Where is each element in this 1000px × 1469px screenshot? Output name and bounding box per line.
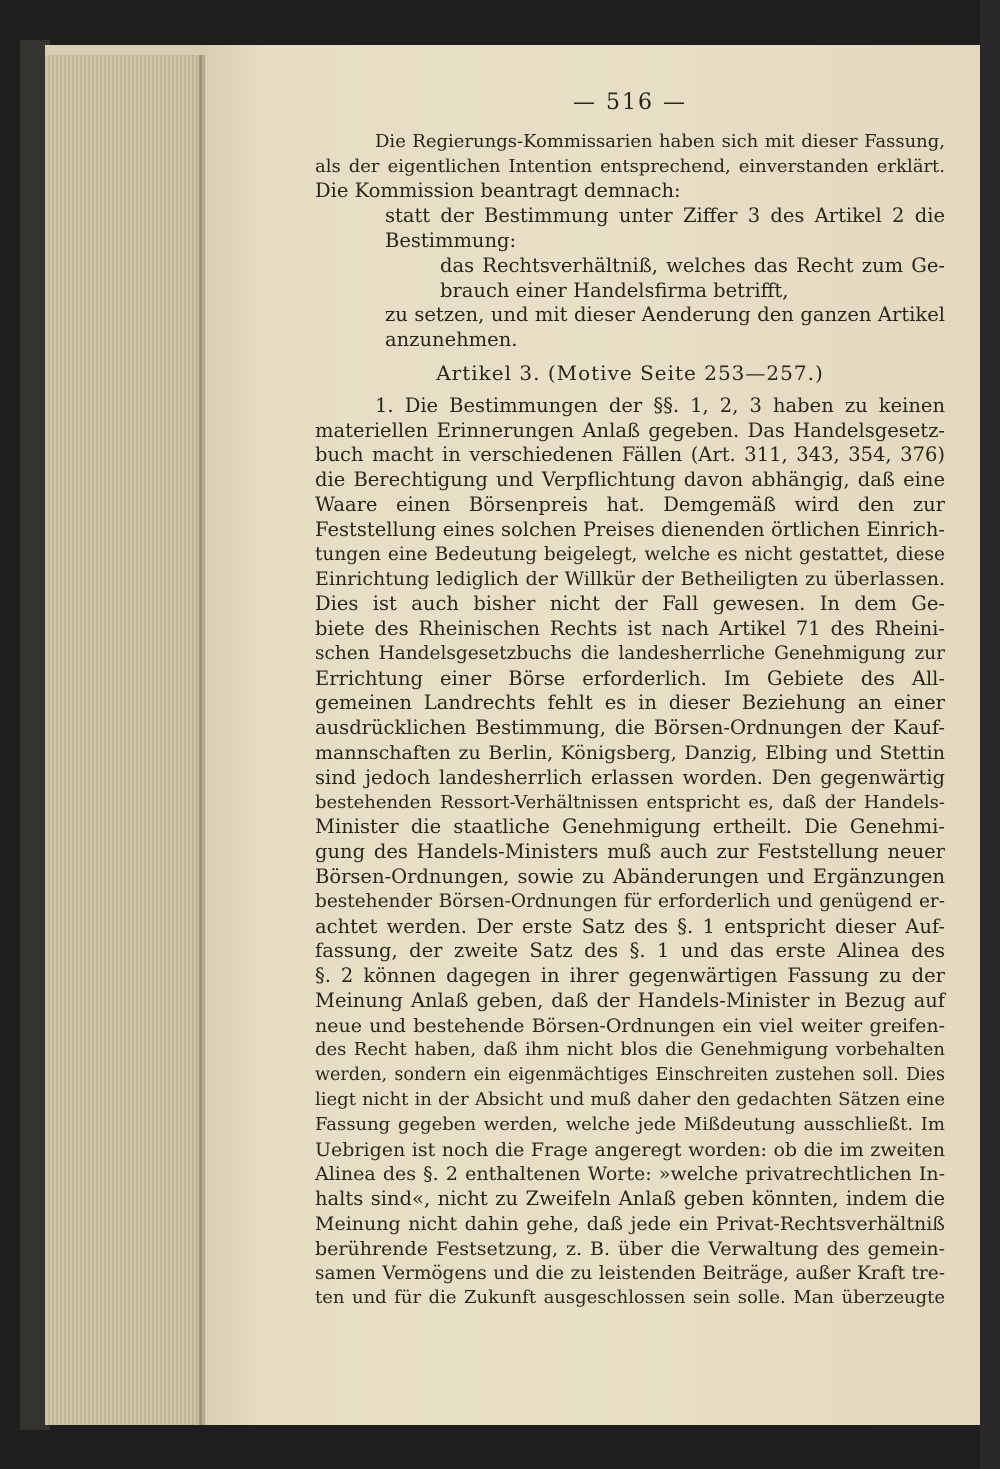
text-line: samen Vermögens und die zu leistenden Beiträge, außer Kraft tre- — [315, 1262, 945, 1284]
text-line: Bestimmung: — [385, 228, 517, 252]
motion-paragraph — [315, 204, 945, 353]
text-line: zu setzen, und mit dieser Aenderung den ganzen Artikel — [385, 303, 945, 327]
text-line: tungen eine Bedeutung beigelegt, welche es nicht gestattet, diese — [315, 543, 945, 565]
text-line: ausdrücklichen Bestimmung, die Börsen-Ordnungen der Kauf- — [315, 716, 945, 740]
text-line: Einrichtung lediglich der Willkür der Betheiligten zu überlassen. — [315, 568, 945, 591]
text-line: Fassung gegeben werden, welche jede Mißdeutung ausschließt. Im — [315, 1113, 945, 1135]
text-line: Meinung nicht dahin gehe, daß jede ein Privat-Rechtsverhältniß — [315, 1213, 945, 1236]
text-line: gung des Handels-Ministers muß auch zur Feststellung neuer — [315, 840, 945, 864]
text-line: Meinung Anlaß geben, daß der Handels-Minister in Bezug auf — [315, 988, 945, 1012]
text-line: anzunehmen. — [385, 328, 518, 352]
text-line: gemeinen Landrechts fehlt es in dieser Beziehung an einer — [315, 691, 945, 715]
text-line: achtet werden. Der erste Satz des §. 1 entspricht dieser Auf- — [315, 914, 945, 938]
scan-border — [980, 0, 1000, 1469]
intro-paragraph — [315, 130, 945, 204]
text-line: buch macht in verschiedenen Fällen (Art. 311, 343, 354, 376) — [315, 443, 945, 467]
article-heading: Artikel 3. (Motive Seite 253—257.) — [436, 360, 824, 385]
text-line: Minister die staatliche Genehmigung ertheilt. Die Genehmi- — [315, 815, 945, 839]
text-line: §. 2 können dagegen in ihrer gegenwärtigen Fassung zu der — [315, 964, 945, 988]
text-line: ten und für die Zukunft ausgeschlossen sein solle. Man überzeugte — [315, 1287, 945, 1309]
text-line: bestehender Börsen-Ordnungen für erforderlich und genügend er- — [315, 890, 945, 912]
text-line: Die Kommission beantragt demnach: — [315, 179, 681, 203]
text-line: bestehenden Ressort-Verhältnissen entspricht es, daß der Handels- — [315, 791, 945, 813]
text-line: des Recht haben, daß ihm nicht blos die Genehmigung vorbehalten — [315, 1039, 945, 1061]
body-paragraph — [315, 394, 945, 1311]
text-line: sind jedoch landesherrlich erlassen worden. Den gegenwärtig — [315, 765, 945, 789]
text-line: Waare einen Börsenpreis hat. Demgemäß wird den zur — [315, 492, 945, 516]
text-line: fassung, der zweite Satz des §. 1 und das erste Alinea des — [315, 939, 945, 963]
text-line: neue und bestehende Börsen-Ordnungen ein viel weiter greifen- — [315, 1014, 945, 1037]
quote-line: brauch einer Handelsfirma betrifft, — [440, 278, 789, 302]
text-line: Alinea des §. 2 enthaltenen Worte: »welche privatrechtlichen In- — [315, 1163, 945, 1186]
page-number: — 516 — — [573, 90, 687, 115]
page-text — [315, 85, 945, 1311]
text-line: als der eigentlichen Intention entsprechend, einverstanden erklärt. — [315, 155, 945, 177]
book-page — [205, 45, 980, 1425]
text-line: statt der Bestimmung unter Ziffer 3 des Artikel 2 die — [385, 204, 945, 228]
text-line: mannschaften zu Berlin, Königsberg, Danzig, Elbing und Stettin — [315, 741, 945, 764]
text-line: materiellen Erinnerungen Anlaß gegeben. Das Handelsgesetz- — [315, 418, 945, 442]
text-line: werden, sondern ein eigenmächtiges Einschreiten zustehen soll. Dies — [315, 1065, 945, 1086]
text-line: Errichtung einer Börse erforderlich. Im Gebiete des All- — [315, 666, 945, 690]
text-line: schen Handelsgesetzbuchs die landesherrliche Genehmigung zur — [315, 642, 945, 664]
text-line: 1. Die Bestimmungen der §§. 1, 2, 3 haben zu keinen — [375, 393, 945, 417]
text-line: liegt nicht in der Absicht und muß daher den gedachten Sätzen eine — [315, 1089, 945, 1111]
text-line: biete des Rheinischen Rechts ist nach Artikel 71 des Rheini- — [315, 616, 945, 640]
text-line: die Berechtigung und Verpflichtung davon abhängig, daß eine — [315, 468, 945, 492]
text-line: Börsen-Ordnungen, sowie zu Abänderungen und Ergänzungen — [315, 864, 945, 888]
text-line: Dies ist auch bisher nicht der Fall gewesen. In dem Ge- — [315, 592, 945, 616]
text-line: Uebrigen ist noch die Frage angeregt worden: ob die im zweiten — [315, 1138, 945, 1161]
quote-line: das Rechtsverhältniß, welches das Recht zum Ge- — [440, 253, 945, 277]
text-line: Die Regierungs-Kommissarien haben sich mit dieser Fassung, — [375, 130, 945, 152]
page-edges — [45, 55, 205, 1425]
text-line: berührende Festsetzung, z. B. über die Verwaltung des gemein- — [315, 1237, 945, 1260]
text-line: Feststellung eines solchen Preises dienenden örtlichen Einrich- — [315, 517, 945, 541]
text-line: halts sind«, nicht zu Zweifeln Anlaß geben könnten, indem die — [315, 1187, 945, 1211]
